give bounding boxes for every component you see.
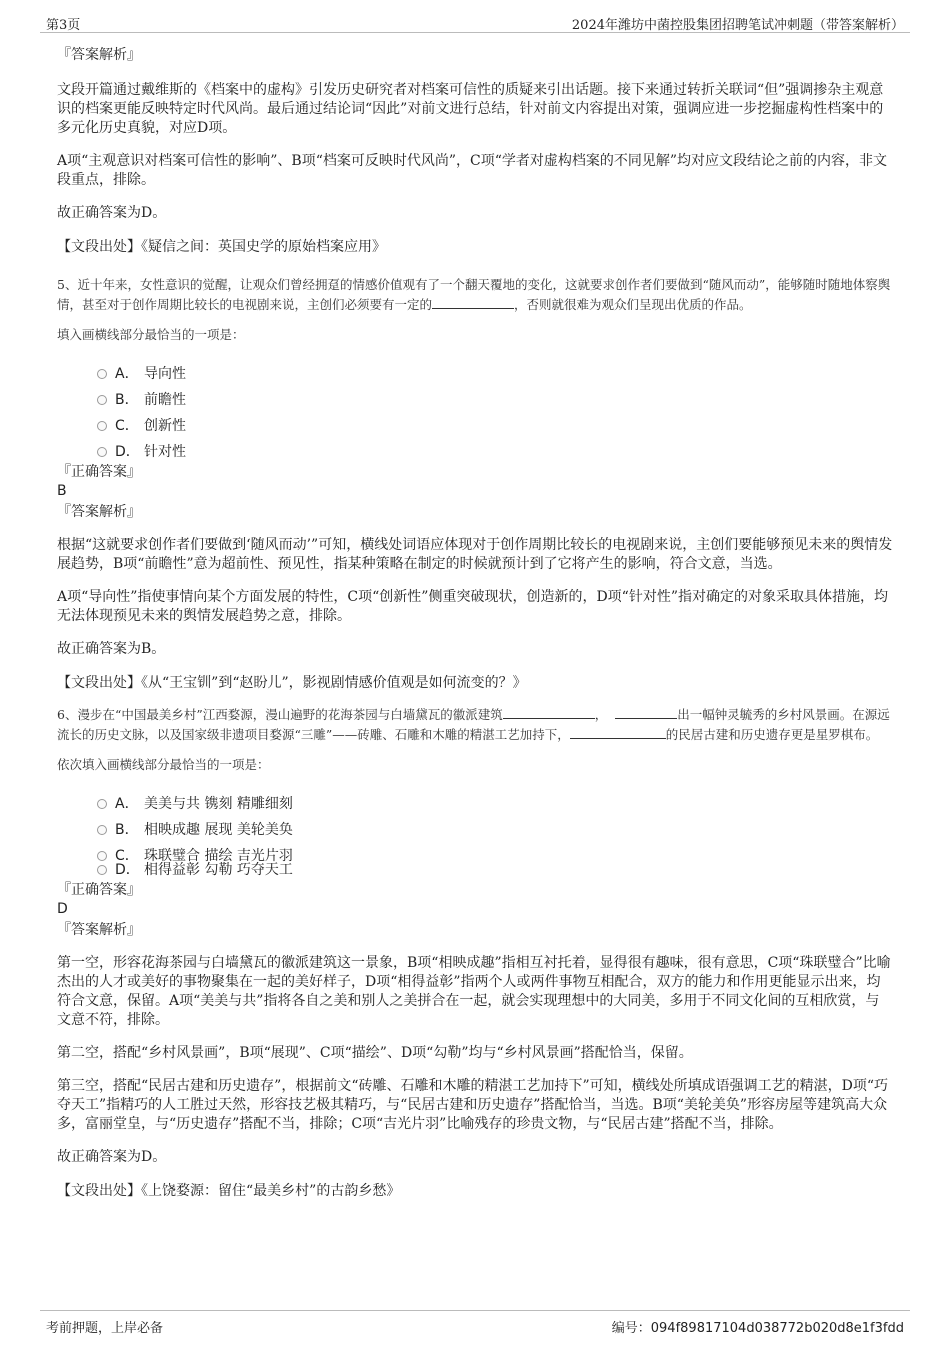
- fill-blank: [615, 706, 677, 719]
- question-6-stem: [57, 705, 893, 745]
- analysis-paragraph: 第三空，搭配“民居古建和历史遗存”，根据前文“砖雕、石雕和木雕的精湛工艺加持下”可知，横线处所填成语强调工艺的精湛，D项“巧夺天工”指精巧的人工胜过天然，形容技艺极其精巧，与“民居古建和历史遗存”搭配恰当，当选。B项“美轮美奂”形容房屋等建筑高大众多，富丽堂皇，与“历史遗存”搭配不当，排除；C项“吉光片羽”比喻残存的珍贵文物，与“民居古建”搭配不当，排除。: [57, 1078, 889, 1132]
- option-text: 珠联璧合 描绘 吉光片羽: [144, 848, 293, 864]
- analysis-paragraph: 第二空，搭配“乡村风景画”，B项“展现”、C项“描绘”、D项“勾勒”均与“乡村风景画”搭配恰当，保留。: [57, 1045, 693, 1061]
- analysis-paragraph: 文段开篇通过戴维斯的《档案中的虚构》引发历史研究者对档案可信性的质疑来引出话题。接下来通过转折关联词“但”强调掺杂主观意识的档案更能反映特定时代风尚。最后通过结论词“因此”对前文进行总结，针对前文内容提出对策，强调应进一步挖掘虚构性档案中的多元化历史真貌，对应D项。: [57, 82, 884, 136]
- option-label: C．: [115, 848, 139, 864]
- option-label: A．: [115, 796, 139, 812]
- analysis-paragraph: 根据“这就要求创作者们要做到‘随风而动’”可知，横线处词语应体现对于创作周期比较长的电视剧来说，主创们要能够预见未来的舆情发展趋势，B项“前瞻性”意为超前性、预见性，指某种策略在制定的时候就预计到了它将产生的影响，符合文意，当选。: [57, 537, 893, 572]
- option-a[interactable]: [57, 359, 893, 385]
- analysis-paragraph: A项“导向性”指使事情向某个方面发展的特性，C项“创新性”侧重突破现状，创造新的，D项“针对性”指对确定的对象采取具体措施，均无法体现预见未来的舆情发展趋势之意，排除。: [57, 589, 888, 624]
- footer-divider: [40, 1310, 910, 1311]
- question-5-options: [57, 359, 893, 463]
- radio-icon[interactable]: [97, 865, 107, 875]
- question-prompt: 填入画横线部分最恰当的一项是：: [57, 327, 245, 342]
- option-c[interactable]: [57, 411, 893, 437]
- fill-blank: [570, 726, 666, 739]
- answer-conclusion: 故正确答案为D。: [57, 1149, 167, 1165]
- fill-blank: [432, 296, 514, 309]
- radio-icon[interactable]: [97, 825, 107, 835]
- fill-blank: [503, 706, 595, 719]
- question-stem-text: 5、近十年来，女性意识的觉醒，让观众们曾经拥趸的情感价值观有了一个翻天覆地的变化，这就要求创作者们要做到“随风而动”，能够随时随地体察舆情，甚至对于创作周期比较长的电视剧来说，主创们必须要有一定的: [57, 277, 891, 312]
- document-code-value: 094f89817104d038772b020d8e1f3fdd: [650, 1321, 904, 1336]
- document-title: 2024年潍坊中菌控股集团招聘笔试冲刺题（带答案解析）: [571, 18, 904, 33]
- question-stem-text: ，: [594, 707, 608, 722]
- radio-icon[interactable]: [97, 421, 107, 431]
- option-text: 创新性: [144, 418, 186, 434]
- analysis-paragraph: 第一空，形容花海茶园与白墙黛瓦的徽派建筑这一景象，B项“相映成趣”指相互衬托着，显得很有趣味，很有意思，C项“珠联璧合”比喻杰出的人才或美好的事物聚集在一起的美好样子，D项“相得益彰”指两个人或两件事物互相配合，双方的能力和作用更能显示出来，均符合文意，保留。A项“美美与共”指将各自之美和别人之美拼合在一起，就会实现理想中的大同美，多用于不同文化间的互相欣赏，与文意不符，排除。: [57, 955, 891, 1028]
- option-text: 相映成趣 展现 美轮美奂: [144, 822, 293, 838]
- question-stem-text: 的民居古建和历史遗存更是星罗棋布。: [665, 727, 879, 742]
- question-stem-text: ，否则就很难为观众们呈现出优质的作品。: [514, 297, 752, 312]
- question-6-options: [57, 789, 893, 881]
- radio-icon[interactable]: [97, 799, 107, 809]
- radio-icon[interactable]: [97, 369, 107, 379]
- option-text: 前瞻性: [144, 392, 186, 408]
- option-b[interactable]: [57, 385, 893, 411]
- analysis-heading: 『答案解析』: [57, 504, 141, 520]
- question-stem-text: 6、漫步在“中国最美乡村”江西婺源，漫山遍野的花海茶园与白墙黛瓦的徽派建筑: [57, 707, 503, 722]
- correct-answer: D: [57, 901, 68, 917]
- source-citation: 【文段出处】《上饶婺源：留住“最美乡村”的古韵乡愁》: [57, 1183, 401, 1199]
- correct-answer-heading: 『正确答案』: [57, 464, 141, 480]
- option-label: D．: [115, 444, 140, 460]
- option-text: 美美与共 镌刻 精雕细刻: [144, 796, 293, 812]
- option-label: A．: [115, 366, 139, 382]
- option-label: B．: [115, 392, 139, 408]
- option-d[interactable]: [57, 437, 893, 463]
- option-text: 相得益彰 勾勒 巧夺天工: [144, 862, 293, 878]
- source-citation: 【文段出处】《从“王宝钏”到“赵盼儿”，影视剧情感价值观是如何流变的？》: [57, 675, 527, 691]
- question-5-stem: [57, 275, 893, 315]
- option-label: C．: [115, 418, 139, 434]
- correct-answer: B: [57, 483, 67, 499]
- option-label: D．: [115, 862, 140, 878]
- option-text: 导向性: [144, 366, 186, 382]
- option-a[interactable]: [57, 789, 893, 815]
- page-content: [57, 46, 893, 1201]
- footer-slogan: 考前押题，上岸必备: [46, 1321, 164, 1336]
- answer-conclusion: 故正确答案为B。: [57, 641, 166, 657]
- option-c[interactable]: [57, 841, 893, 864]
- page-number: 第3页: [46, 18, 81, 33]
- analysis-heading: 『答案解析』: [57, 47, 141, 63]
- document-code-label: 编号：: [611, 1321, 651, 1336]
- document-code: [612, 1317, 904, 1336]
- option-d[interactable]: [57, 855, 893, 881]
- option-b[interactable]: [57, 815, 893, 841]
- question-stem-text: 出一幅钟灵毓秀的乡村风景画。在源远流长的历史文脉，以及国家级非遗项目婺源“三雕”——砖雕、石雕和木雕的精湛工艺加持下，: [57, 707, 890, 742]
- correct-answer-heading: 『正确答案』: [57, 882, 141, 898]
- answer-conclusion: 故正确答案为D。: [57, 205, 167, 221]
- radio-icon[interactable]: [97, 395, 107, 405]
- option-text: 针对性: [144, 444, 186, 460]
- source-citation: 【文段出处】《疑信之间：英国史学的原始档案应用》: [57, 239, 386, 255]
- analysis-paragraph: A项“主观意识对档案可信性的影响”、B项“档案可反映时代风尚”，C项“学者对虚构档案的不同见解”均对应文段结论之前的内容，非文段重点，排除。: [57, 153, 888, 188]
- radio-icon[interactable]: [97, 447, 107, 457]
- analysis-heading: 『答案解析』: [57, 922, 141, 938]
- question-prompt: 依次填入画横线部分最恰当的一项是：: [57, 757, 270, 772]
- header-divider: [40, 32, 910, 33]
- option-label: B．: [115, 822, 139, 838]
